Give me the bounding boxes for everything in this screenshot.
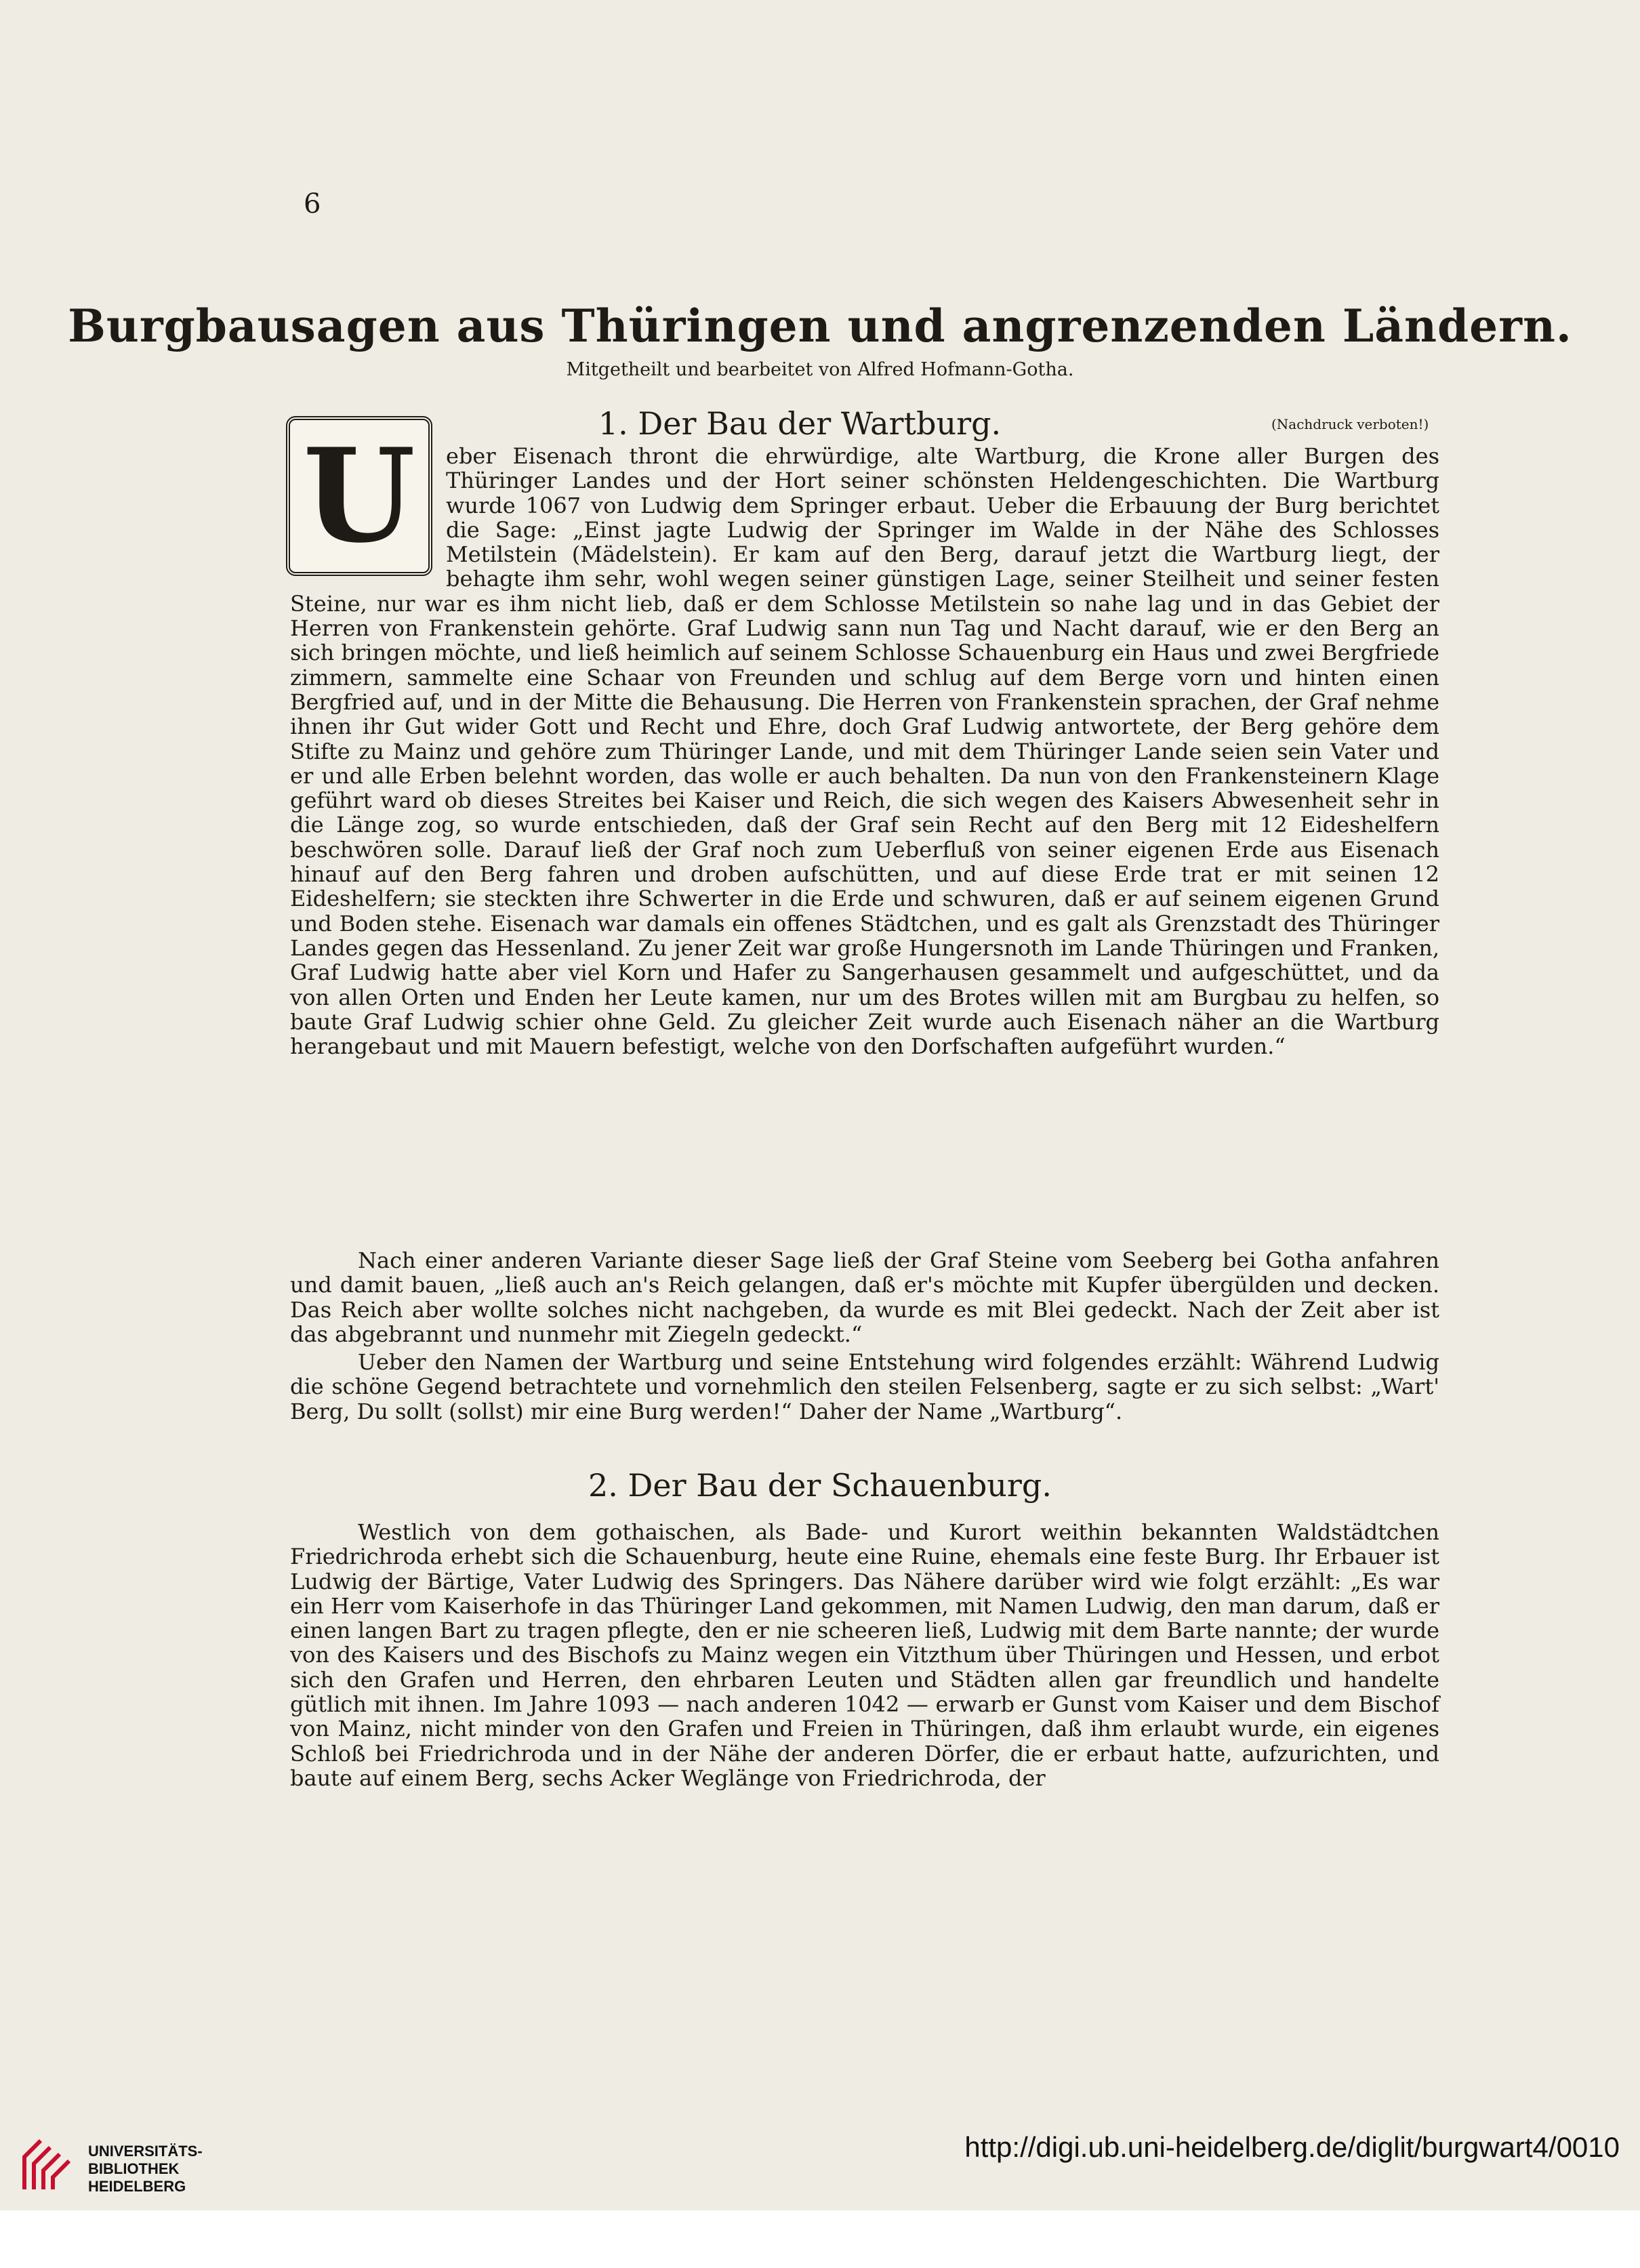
library-logo-icon — [20, 2137, 77, 2193]
source-url-link[interactable]: http://digi.ub.uni-heidelberg.de/diglit/burgwart4/0010 — [964, 2131, 1620, 2163]
paragraph-text: eber Eisenach thront die ehrwürdige, alte Wartburg, die Krone aller Burgen des Thüringer Landes und der Hort seiner schönsten Heldengeschichten. Die Wartburg wurde 1067 von Ludwig dem Springer erbaut. Ueber die Erbauung der Burg berichtet die Sage: „Einst jagte Ludwig der Springer im Walde in der Nähe des Schlosses Metilstein (Mädelstein). Er kam auf den Berg, darauf jetzt die Wartburg liegt, der behagte ihm sehr, wohl wegen seiner günstigen Lage, seiner Steilheit und seiner festen Steine, nur war es ihm nicht lieb, daß er dem Schlosse Metilstein so nahe lag und in das Gebiet der Herren von Frankenstein gehörte. Graf Ludwig sann nun Tag und Nacht darauf, wie er den Berg an sich bringen möchte, und ließ heimlich auf seinem Schlosse Schauenburg ein Haus und zwei Bergfriede zimmern, sammelte eine Schaar von Freunden und schlug auf dem Berge vorn und hinten einen Bergfried auf, und in der Mitte die Behausung. Die Herren von Frankenstein sprachen, der Graf nehme ihnen ihr Gut wider Gott und Recht und Ehre, doch Graf Ludwig antwortete, der Berg gehöre dem Stifte zu Mainz und gehöre zum Thüringer Lande, und mit dem Thüringer Lande seien sein Vater und er und alle Erben belehnt worden, das wolle er auch behalten. Da nun von den Frankensteinern Klage geführt ward ob dieses Streites bei Kaiser und Reich, die sich wegen des Kaisers Abwesenheit sehr in die Länge zog, so wurde entschieden, daß der Graf sein Recht auf den Berg mit 12 Eideshelfern beschwören solle. Darauf ließ der Graf noch zum Ueberfluß von seiner eigenen Erde aus Eisenach hinauf auf den Berg fahren und droben aufschütten, und auf diese Erde trat er mit seinen 12 Eideshelfern; sie steckten ihre Schwerter in die Erde und schwuren, daß er auf seinem eigenen Grund und Boden stehe. Eisenach war damals ein offenes Städtchen, und es galt als Grenzstadt des Thüringer Landes gegen das Hessenland. Zu jener Zeit war große Hungersnoth im Lande Thüringen und Franken, Graf Ludwig hatte aber viel Korn und Hafer zu Sangerhausen gesammelt und aufgeschüttet, und da von allen Orten und Enden her Leute kamen, nur um des Brotes willen mit am Burgbau zu helfen, so baute Graf Ludwig schier ohne Geld. Zu gleicher Zeit wurde auch Eisenach näher an die Wartburg herangebaut und mit Mauern befestigt, welche von den Dorfschaften aufgeführt wurden.“ — [290, 443, 1439, 1060]
reprint-note: (Nachdruck verboten!) — [1271, 416, 1429, 432]
library-name-line: HEIDELBERG — [88, 2178, 186, 2195]
article-subtitle: Mitgetheilt und bearbeitet von Alfred Hofmann-Gotha. — [566, 359, 1074, 380]
section-2-heading: 2. Der Bau der Schauenburg. — [588, 1467, 1052, 1504]
section-1-paragraph-2: Nach einer anderen Variante dieser Sage ließ der Graf Steine vom Seeberg bei Gotha anfahren und damit bauen, „ließ auch an's Reich gelangen, daß er's möchte mit Kupfer übergülden und decken. Das Reich aber wollte solches nicht nachgeben, da wurde es mit Blei gedeckt. Nach der Zeit aber ist das abgebrannt und nunmehr mit Ziegeln gedeckt.“ — [290, 1248, 1439, 1347]
drop-cap-initial: U — [286, 416, 432, 576]
library-name-line: UNIVERSITÄTS- — [88, 2143, 203, 2160]
page-number: 6 — [304, 188, 321, 220]
section-1-paragraph-1 — [290, 444, 1439, 1058]
article-title: Burgbausagen aus Thüringen und angrenzenden Ländern. — [68, 300, 1572, 352]
section-1-heading-text: 1. Der Bau der Wartburg. — [598, 405, 1002, 442]
library-name — [88, 2143, 203, 2195]
section-1-paragraph-3: Ueber den Namen der Wartburg und seine Entstehung wird folgendes erzählt: Während Ludwig die schöne Gegend betrachtete und vornehmlich den steilen Felsenberg, sagte er zu sich selbst: „Wart' Berg, Du sollt (sollst) mir eine Burg werden!“ Daher der Name „Wartburg“. — [290, 1349, 1439, 1424]
library-name-line: BIBLIOTHEK — [88, 2160, 180, 2177]
section-2-paragraph-1: Westlich von dem gothaischen, als Bade- und Kurort weithin bekannten Waldstädtchen Friedrichroda erhebt sich die Schauenburg, heute eine Ruine, ehemals eine feste Burg. Ihr Erbauer ist Ludwig der Bärtige, Vater Ludwig des Springers. Das Nähere darüber wird wie folgt erzählt: „Es war ein Herr vom Kaiserhofe in das Thüringer Land gekommen, mit Namen Ludwig, den man darum, daß er einen langen Bart zu tragen pflegte, den er nie scheeren ließ, Ludwig mit dem Barte nannte; der wurde von des Kaisers und des Bischofs zu Mainz wegen ein Vitzthum über Thüringen und Hessen, und erbot sich den Grafen und Herren, den ehrbaren Leuten und Städten allen gar freundlich und handelte gütlich mit ihnen. Im Jahre 1093 — nach anderen 1042 — erwarb er Gunst vom Kaiser und dem Bischof von Mainz, nicht minder von den Grafen und Freien in Thüringen, daß ihm erlaubt wurde, ein eigenes Schloß bei Friedrichroda und in der Nähe der anderen Dörfer, die er erbaut hatte, aufzurichten, und baute auf einem Berg, sechs Acker Weglänge von Friedrichroda, der — [290, 1519, 1439, 1791]
